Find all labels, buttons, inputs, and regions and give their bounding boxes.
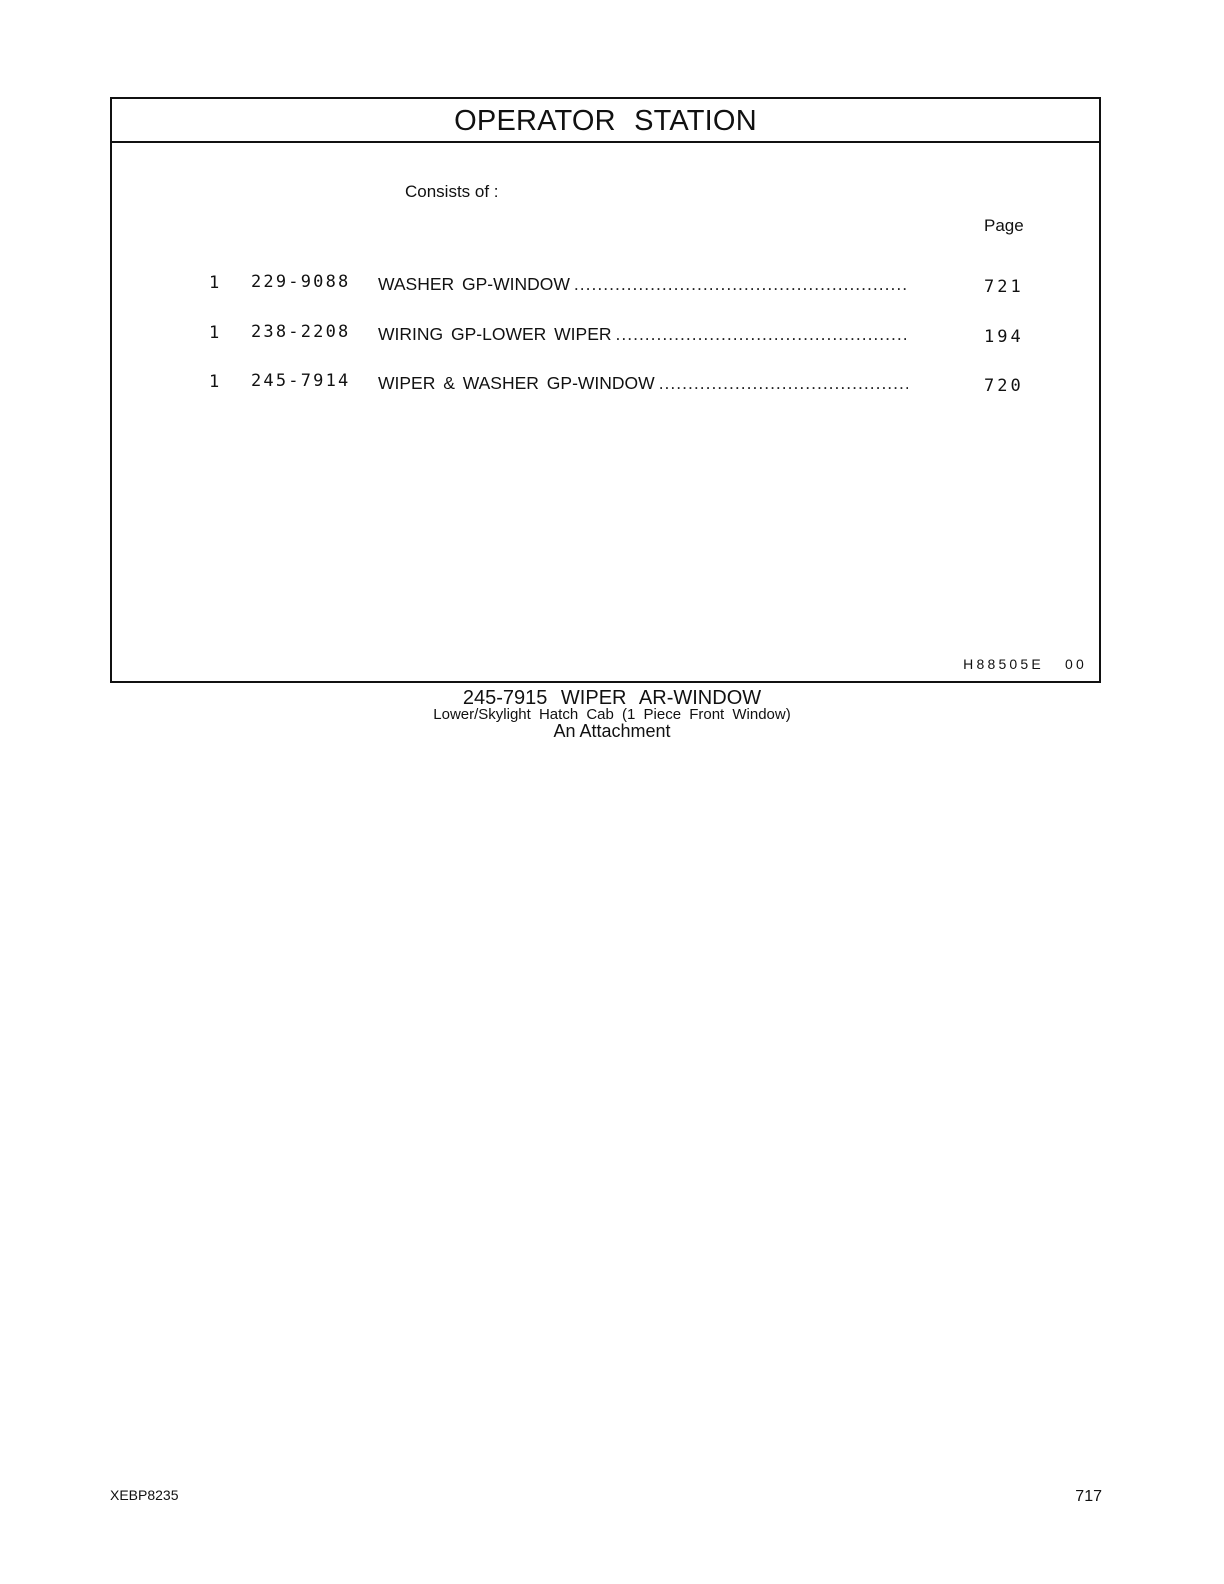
page-number: 717 xyxy=(1075,1488,1102,1505)
dot-leader xyxy=(574,274,908,295)
description xyxy=(378,274,908,295)
page-reference: 721 xyxy=(984,277,1024,297)
consists-of-label: Consists of : xyxy=(405,182,499,201)
quantity: 1 xyxy=(209,273,220,293)
dot-leader xyxy=(659,373,908,394)
description xyxy=(378,373,908,394)
illustration-reference: H88505E 00 xyxy=(963,656,1087,672)
document-code: XEBP8235 xyxy=(110,1487,179,1503)
parts-row xyxy=(112,368,1099,398)
page-reference: 720 xyxy=(984,376,1024,396)
description-text: WIPER & WASHER GP-WINDOW xyxy=(378,373,655,393)
part-number: 229-9088 xyxy=(251,272,351,292)
parts-row xyxy=(112,319,1099,349)
parts-row xyxy=(112,269,1099,299)
part-number: 238-2208 xyxy=(251,322,351,342)
description-text: WASHER GP-WINDOW xyxy=(378,274,570,294)
description-text: WIRING GP-LOWER WIPER xyxy=(378,324,612,344)
section-header xyxy=(112,99,1099,143)
caption-type: An Attachment xyxy=(553,721,671,741)
quantity: 1 xyxy=(209,372,220,392)
description xyxy=(378,324,908,345)
page-column-header: Page xyxy=(984,216,1024,235)
section-title: OPERATOR STATION xyxy=(454,105,757,137)
dot-leader xyxy=(616,324,909,345)
section-frame xyxy=(110,97,1101,683)
part-number: 245-7914 xyxy=(251,371,351,391)
quantity: 1 xyxy=(209,323,220,343)
caption-subtitle: Lower/Skylight Hatch Cab (1 Piece Front Window) xyxy=(433,706,791,723)
page-reference: 194 xyxy=(984,327,1024,347)
caption-part-title: 245-7915 WIPER AR-WINDOW xyxy=(462,687,762,709)
